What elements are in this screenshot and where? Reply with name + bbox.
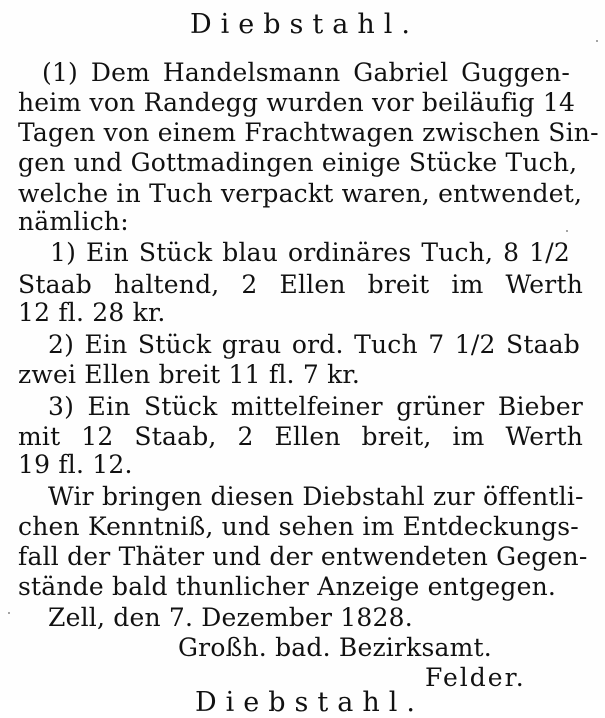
item-1-line-3: 12 fl. 28 kr. [18,298,166,327]
next-notice-heading: Diebstahl. [195,687,424,718]
intro-line-5: welche in Tuch verpackt waren, entwendet, [18,179,583,208]
issuing-office: Großh. bad. Bezirksamt. [178,633,492,662]
paper-speck [596,40,598,42]
closing-line-2: chen Kenntniß, und sehen im Entdeckungs- [18,512,579,541]
next-notice-fragment [0,680,605,718]
item-2-line-2: zwei Ellen breit 11 fl. 7 kr. [18,360,360,389]
intro-line-3: Tagen von einem Frachtwagen zwischen Sin- [18,118,599,147]
item-3-line-1: 3) Ein Stück mittelfeiner grüner Bieber [48,392,583,421]
item-2-line-1: 2) Ein Stück grau ord. Tuch 7 1/2 Staab [48,330,580,359]
item-3-line-2: mit 12 Staab, 2 Ellen breit, im Werth [18,422,583,451]
closing-line-3: fall der Thäter und der entwendeten Gegen- [18,542,588,571]
intro-line-2: heim von Randegg wurden vor beiläufig 14 [18,88,576,117]
closing-line-4: stände bald thunlicher Anzeige entgegen. [18,572,557,601]
item-1-line-2: Staab haltend, 2 Ellen breit im Werth [18,270,583,299]
item-1-line-1: 1) Ein Stück blau ordinäres Tuch, 8 1/2 [50,238,570,267]
dateline: Zell, den 7. Dezember 1828. [48,603,413,632]
notice-title: Diebstahl. [190,9,419,40]
signature: Felder. [425,663,526,692]
paper-speck [8,612,10,614]
closing-line-1: Wir bringen diesen Diebstahl zur öffentli- [48,482,584,511]
intro-line-4: gen und Gottmadingen einige Stücke Tuch, [18,148,578,177]
item-3-line-3: 19 fl. 12. [18,450,133,479]
paper-speck [566,230,568,232]
intro-line-6: nämlich: [18,207,129,236]
intro-line-1: (1) Dem Handelsmann Gabriel Guggen- [42,58,570,87]
